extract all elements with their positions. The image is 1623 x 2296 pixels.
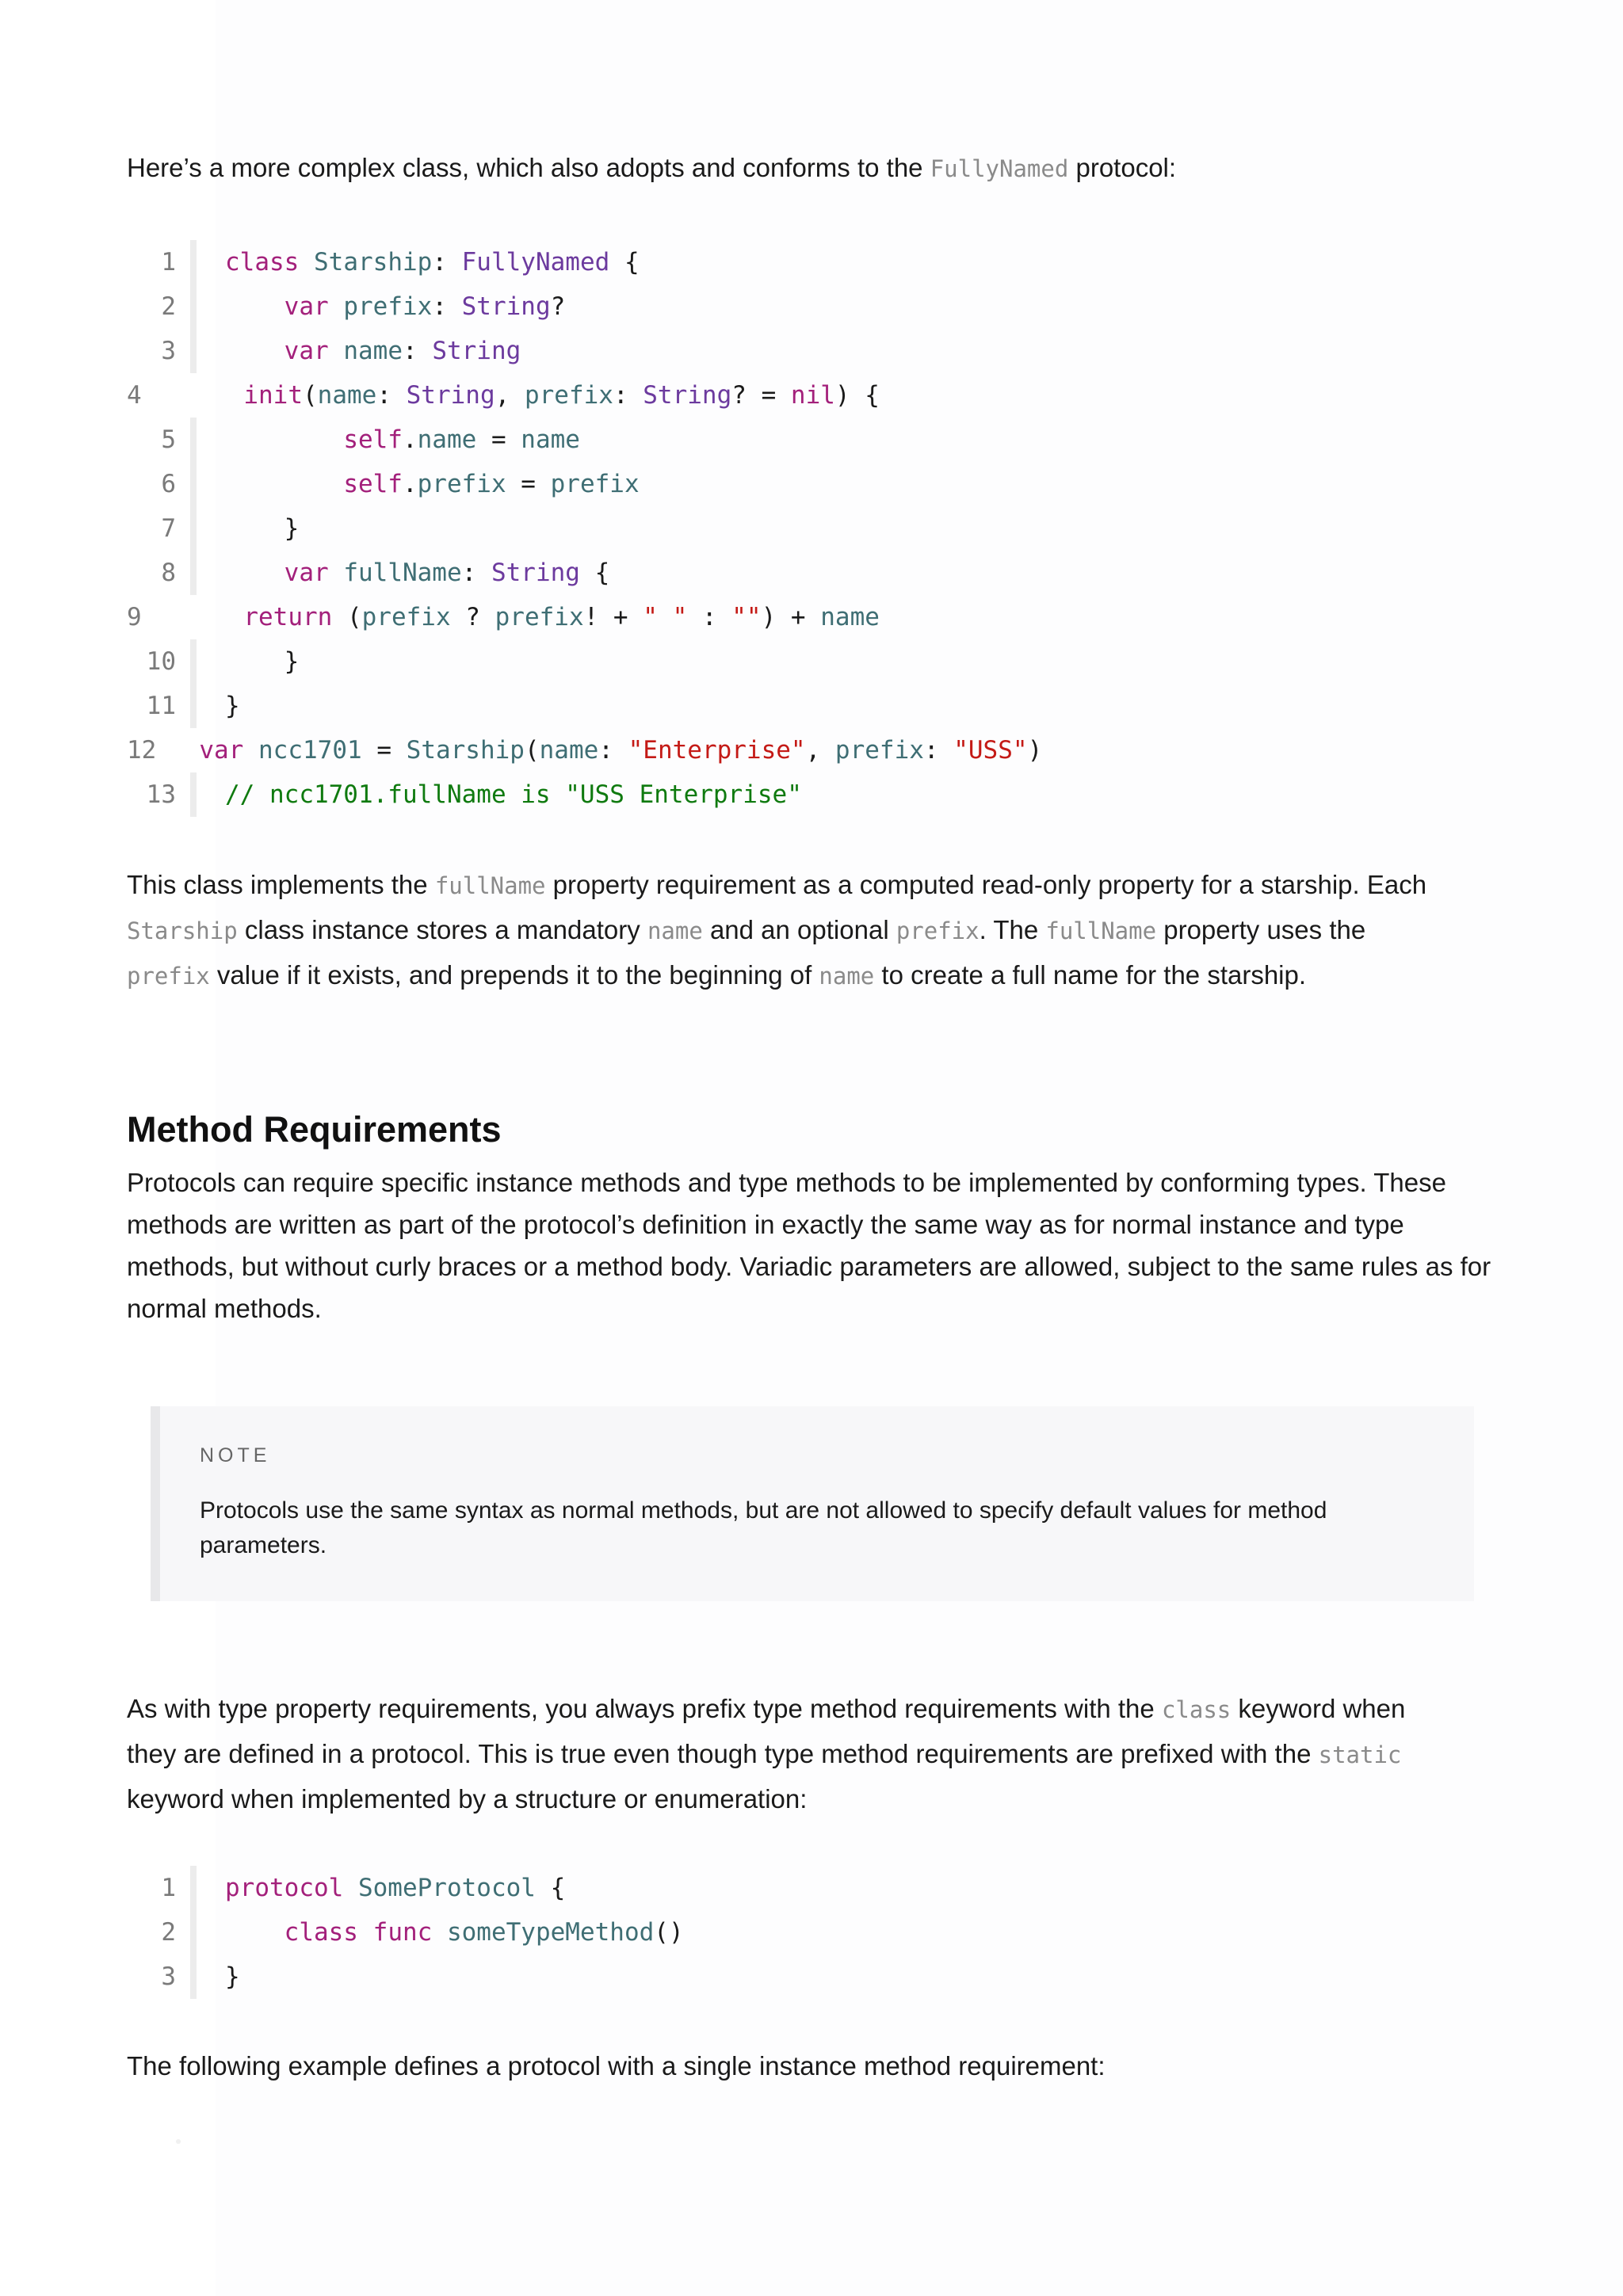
code-block-starship [127,240,1043,817]
code-line: 1 class Starship: FullyNamed { [127,240,840,284]
line-number: 3 [161,337,176,365]
line-number: 4 [127,381,142,410]
line-number: 10 [146,647,176,676]
code-line: 7 } [127,506,840,551]
line-number: 9 [127,603,142,631]
line-number: 8 [161,559,176,587]
code-line: 8 var fullName: String { [127,551,840,595]
intro-paragraph: Here’s a more complex class, which also adopts and conforms to the FullyNamed protocol: [127,153,1177,182]
section-heading: Method Requirements [127,1109,502,1150]
code-line: 2 class func someTypeMethod() [127,1910,840,1955]
code-line: 10 } [127,639,840,684]
code-line: 6 self.prefix = prefix [127,462,840,506]
line-number: 13 [146,780,176,809]
note-label: NOTE [200,1444,271,1466]
line-number: 1 [161,248,176,277]
inline-code: FullyNamed [930,155,1069,182]
note-text: Protocols use the same syntax as normal methods, but are not allowed to specify default values for method parameters. [200,1497,1327,1558]
section-body: Protocols can require specific instance methods and type methods to be implemented by conforming types. These methods are written as part of the protocol’s definition in exactly the same way as for normal instance and type methods, but without curly braces or a method body. Variadic parameters are allowed, subject to the same rules as for normal methods. [127,1168,1491,1323]
line-number: 12 [127,736,157,765]
code-block-protocol [127,1866,840,1999]
line-number: 5 [161,425,176,454]
line-number: 6 [161,470,176,498]
closing-paragraph: The following example defines a protocol with a single instance method requirement: [127,2051,1106,2081]
code-line: 13 // ncc1701.fullName is "USS Enterprise" [127,772,840,817]
code-line: 3 } [127,1955,840,1999]
type-method-paragraph: As with type property requirements, you always prefix type method requirements with the class keyword when they are defined in a protocol. This is true even though type method requirements are prefixed with the static keyword when implemented by a structure or enumeration: [127,1694,1406,1814]
code-line: 1 protocol SomeProtocol { [127,1866,840,1910]
line-number: 2 [161,292,176,321]
line-number: 7 [161,514,176,543]
line-number: 11 [146,692,176,720]
note-callout [151,1406,1474,1601]
line-number: 3 [161,1962,176,1991]
faint-dot [176,2139,181,2144]
line-number: 2 [161,1918,176,1947]
code-line: 3 var name: String [127,329,840,373]
starship-explanation-paragraph: This class implements the fullName property requirement as a computed read-only property for a starship. Each Starship class instance stores a mandatory name and an optional prefix. The fullName property uses the prefix value if it exists, and prepends it to the beginning of name to create a full name for the starship. [127,870,1427,990]
code-line: 9 return (prefix ? prefix! + " " : "") + name [127,595,840,639]
code-line: 11 } [127,684,840,728]
code-line: 4 init(name: String, prefix: String? = nil) { [127,373,840,418]
line-number: 1 [161,1874,176,1902]
code-line: 12 var ncc1701 = Starship(name: "Enterprise", prefix: "USS") [127,728,840,772]
code-line: 2 var prefix: String? [127,284,840,329]
code-line: 5 self.name = name [127,418,840,462]
